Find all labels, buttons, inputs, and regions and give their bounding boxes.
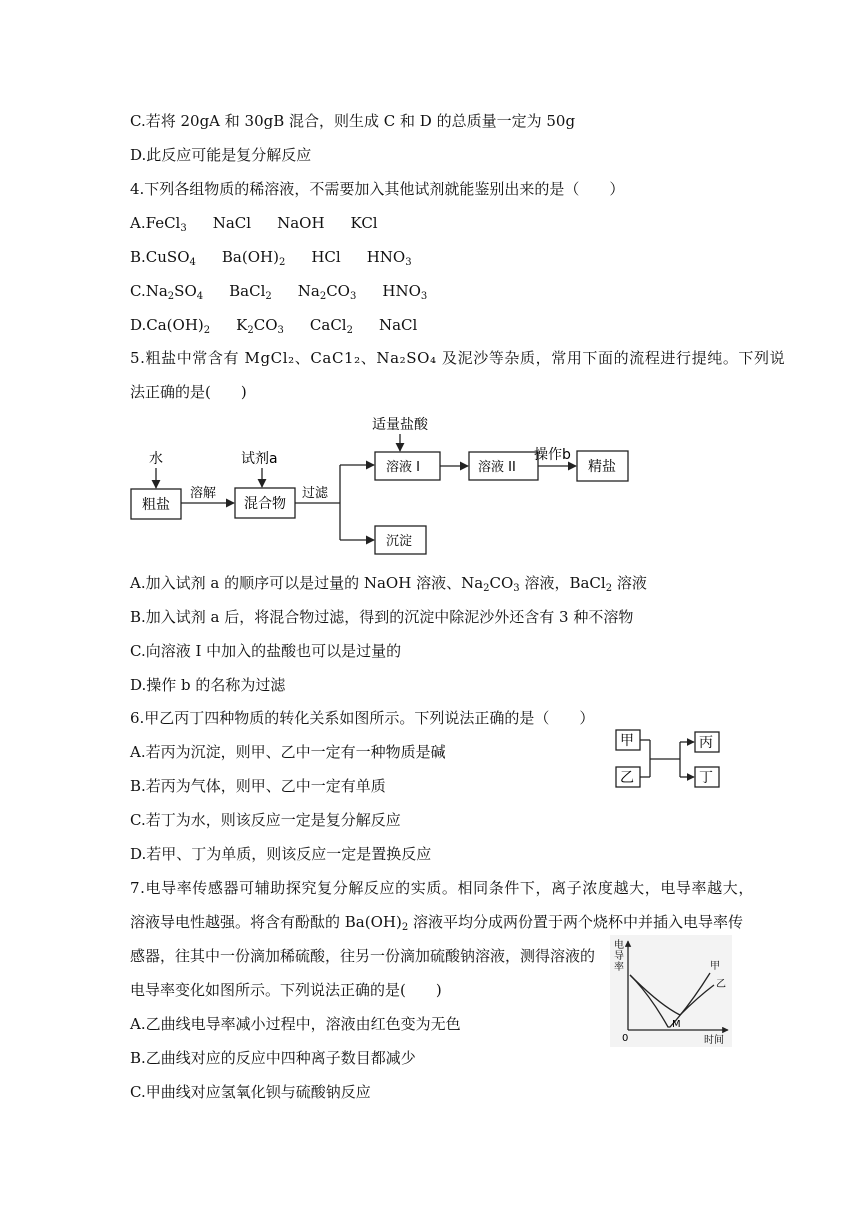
q5-option-b: B.加入试剂 a 后，将混合物过滤，得到的沉淀中除泥沙外还含有 3 种不溶物 bbox=[130, 608, 634, 626]
q6-box-ding: 丁 bbox=[699, 770, 713, 786]
q6-diagram bbox=[610, 725, 730, 795]
flow-fine-salt-label: 精盐 bbox=[588, 459, 616, 475]
q7-graph-label-yi: 乙 bbox=[716, 979, 726, 990]
q7-conductivity-graph bbox=[610, 935, 732, 1047]
q7-graph-ylabel-1: 电 bbox=[614, 940, 624, 951]
q7-graph-label-jia: 甲 bbox=[710, 961, 720, 972]
q4-option-c: $C.Na_2SO_4$ BaCl$_2$ $Na_2CO_3$ $HNO_3$ bbox=[130, 282, 428, 302]
q5-option-d: D.操作 b 的名称为过滤 bbox=[130, 676, 286, 694]
q7-stem-line3: 感器，往其中一份滴加稀硫酸，往另一份滴加硫酸钠溶液，测得溶液的 bbox=[130, 947, 596, 965]
q7-graph-xlabel: 时间 bbox=[704, 1035, 724, 1046]
q6-stem: 6.甲乙丙丁四种物质的转化关系如图所示。下列说法正确的是（ ） bbox=[130, 709, 595, 727]
q7-graph-ylabel-3: 率 bbox=[614, 962, 624, 973]
flow-reagent-a-label: 试剂a bbox=[241, 451, 278, 467]
flow-precipitate-label: 沉淀 bbox=[386, 534, 413, 549]
q7-graph-origin: 0 bbox=[622, 1033, 629, 1044]
q7-option-a: A.乙曲线电导率减小过程中，溶液由红色变为无色 bbox=[130, 1015, 461, 1033]
q4-option-b: B.CuSO$_4$ $Ba(OH)_2$ HCl $HNO_3$ bbox=[130, 248, 412, 268]
q6-option-c: C.若丁为水，则该反应一定是复分解反应 bbox=[130, 811, 401, 829]
flow-hcl-label: 适量盐酸 bbox=[372, 417, 428, 433]
q7-stem-line2: 溶液导电性越强。将含有酚酞的 $Ba(OH)_2$ 溶液平均分成两份置于两个烧杯中并插入电导率传 bbox=[130, 913, 743, 933]
q3-option-c: C.若将 20gA 和 30gB 混合，则生成 C 和 D 的总质量一定为 50g bbox=[130, 112, 576, 130]
q6-box-bing: 丙 bbox=[699, 735, 713, 751]
q7-stem-line4: 电导率变化如图所示。下列说法正确的是( ) bbox=[130, 981, 442, 999]
q6-box-jia: 甲 bbox=[620, 733, 634, 749]
q4-stem: 4.下列各组物质的稀溶液，不需要加入其他试剂就能鉴别出来的是（ ） bbox=[130, 180, 625, 198]
q5-stem-line2: 法正确的是( ) bbox=[130, 383, 247, 401]
q6-option-a: A.若丙为沉淀，则甲、乙中一定有一种物质是碱 bbox=[130, 743, 446, 761]
q7-option-c: C.甲曲线对应氢氧化钡与硫酸钠反应 bbox=[130, 1083, 371, 1101]
flow-solution2-label: 溶液 II bbox=[478, 460, 516, 475]
flow-operation-b-label: 操作b bbox=[534, 447, 571, 463]
flow-water-label: 水 bbox=[149, 451, 163, 467]
flow-mixture-label: 混合物 bbox=[244, 496, 286, 512]
q5-option-a: A.加入试剂 a 的顺序可以是过量的 NaOH 溶液、$Na_2CO_3$ 溶液，BaCl$_2$ 溶液 bbox=[130, 574, 647, 594]
q7-stem-line1: 7.电导率传感器可辅助探究复分解反应的实质。相同条件下，离子浓度越大，电导率越大， bbox=[130, 879, 754, 897]
q4-option-d: $D.Ca(OH)_2$ $K_2CO_3$ CaCl$_2$ NaCl bbox=[130, 316, 418, 336]
flow-crude-salt-label: 粗盐 bbox=[142, 497, 170, 513]
q6-box-yi: 乙 bbox=[620, 770, 634, 786]
q6-option-d: D.若甲、丁为单质，则该反应一定是置换反应 bbox=[130, 845, 432, 863]
flow-solution1-label: 溶液 I bbox=[386, 460, 420, 475]
q3-option-d: D.此反应可能是复分解反应 bbox=[130, 146, 312, 164]
q7-graph-ylabel-2: 导 bbox=[614, 951, 624, 962]
q7-graph-point-m: M bbox=[672, 1019, 681, 1030]
q4-option-a: A.FeCl$_3$ NaCl NaOH KCl bbox=[130, 214, 378, 234]
q6-option-b: B.若丙为气体，则甲、乙中一定有单质 bbox=[130, 777, 386, 795]
flow-filter-label: 过滤 bbox=[302, 486, 329, 501]
q7-option-b: B.乙曲线对应的反应中四种离子数目都减少 bbox=[130, 1049, 416, 1067]
flow-dissolve-label: 溶解 bbox=[190, 486, 217, 501]
q5-stem-line1: 5.粗盐中常含有 MgCl₂、CaC1₂、Na₂SO₄ 及泥沙等杂质，常用下面的流程进行提纯。下列说 bbox=[130, 349, 786, 367]
q5-option-c: C.向溶液 I 中加入的盐酸也可以是过量的 bbox=[130, 642, 402, 660]
